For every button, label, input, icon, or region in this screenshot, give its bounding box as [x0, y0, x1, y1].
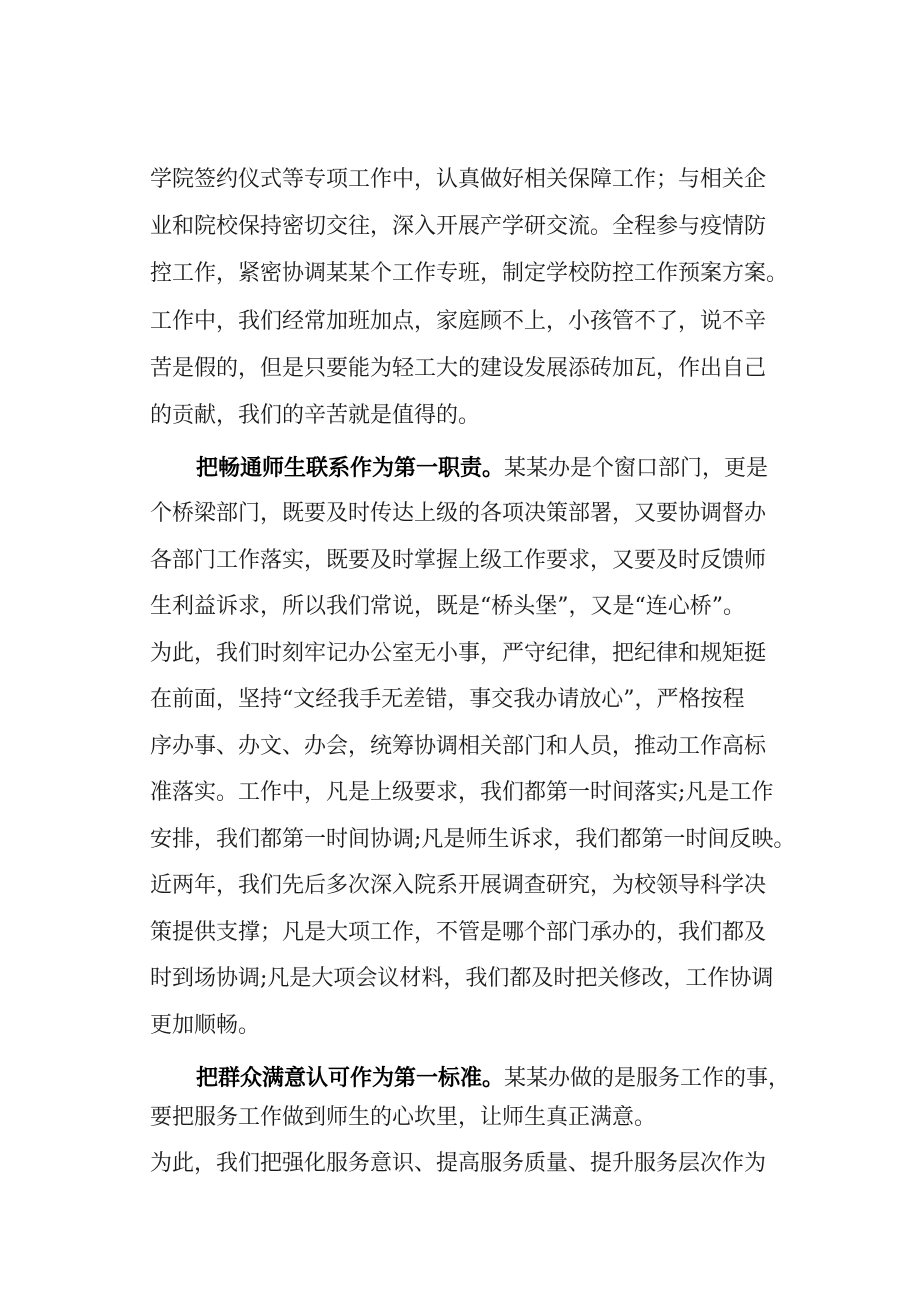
line-text: 工作中，我们经常加班加点，家庭顾不上，小孩管不了，说不辛	[150, 309, 767, 334]
text-line	[196, 1063, 790, 1093]
line-text: 某某办做的是服务工作的事，	[504, 1066, 791, 1091]
text-line	[150, 1149, 766, 1179]
text-line	[150, 307, 766, 337]
text-line	[150, 871, 766, 901]
line-text: 苦是假的，但是只要能为轻工大的建设发展添砖加瓦，作出自己	[150, 356, 767, 381]
line-text: 更加顺畅。	[150, 1013, 261, 1038]
text-line	[150, 354, 766, 384]
text-line	[150, 964, 773, 994]
text-line	[150, 825, 795, 855]
line-text: 准落实。工作中，凡是上级要求，我们都第一时间落实;凡是工作	[150, 780, 774, 805]
line-text: 策提供支撑；凡是大项工作，不管是哪个部门承办的，我们都及	[150, 920, 767, 945]
text-line	[150, 1103, 656, 1133]
line-text: 学院签约仪式等专项工作中，认真做好相关保障工作；与相关企	[150, 167, 767, 192]
text-line	[196, 453, 768, 483]
line-text: 个桥梁部门，既要及时传达上级的各项决策部署，又要协调督办	[150, 501, 767, 526]
line-text: 时到场协调;凡是大项会议材料，我们都及时把关修改，工作协调	[150, 966, 774, 991]
line-text: 控工作，紧密协调某某个工作专班，制定学校防控工作预案方案。	[150, 261, 789, 286]
line-text: 安排，我们都第一时间协调;凡是师生诉求，我们都第一时间反映。	[150, 827, 796, 852]
text-line	[150, 401, 480, 431]
line-text: 各部门工作落实，既要及时掌握上级工作要求，又要及时反馈师	[150, 548, 767, 573]
text-line	[150, 639, 766, 669]
line-text: 要把服务工作做到师生的心坎里，让师生真正满意。	[150, 1105, 657, 1130]
line-text: 某某办是个窗口部门，更是	[504, 456, 769, 481]
text-line	[150, 1011, 260, 1041]
line-text: 业和院校保持密切交往，深入开展产学研交流。全程参与疫情防	[150, 214, 767, 239]
line-text: 近两年，我们先后多次深入院系开展调查研究，为校领导科学决	[150, 873, 767, 898]
text-line	[150, 918, 766, 948]
text-line	[150, 592, 745, 622]
line-text: 生利益诉求，所以我们常说，既是“桥头堡”，又是“连心桥”。	[150, 594, 745, 619]
line-text: 为此，我们时刻牢记办公室无小事，严守纪律，把纪律和规矩挺	[150, 641, 767, 666]
text-line	[150, 165, 766, 195]
text-line	[150, 732, 766, 762]
paragraph-heading: 把畅通师生联系作为第一职责。	[196, 455, 505, 481]
text-line	[150, 259, 788, 289]
line-text: 为此，我们把强化服务意识、提高服务质量、提升服务层次作为	[150, 1151, 767, 1176]
text-line	[150, 778, 773, 808]
line-text: 序办事、办文、办会，统筹协调相关部门和人员，推动工作高标	[150, 734, 767, 759]
text-line	[150, 546, 766, 576]
line-text: 的贡献，我们的辛苦就是值得的。	[150, 403, 481, 428]
line-text: 在前面，坚持“文经我手无差错，事交我办请放心”，严格按程	[150, 687, 745, 712]
text-line	[150, 499, 766, 529]
paragraph-heading: 把群众满意认可作为第一标准。	[196, 1065, 505, 1091]
text-line	[150, 212, 766, 242]
text-line	[150, 685, 745, 715]
